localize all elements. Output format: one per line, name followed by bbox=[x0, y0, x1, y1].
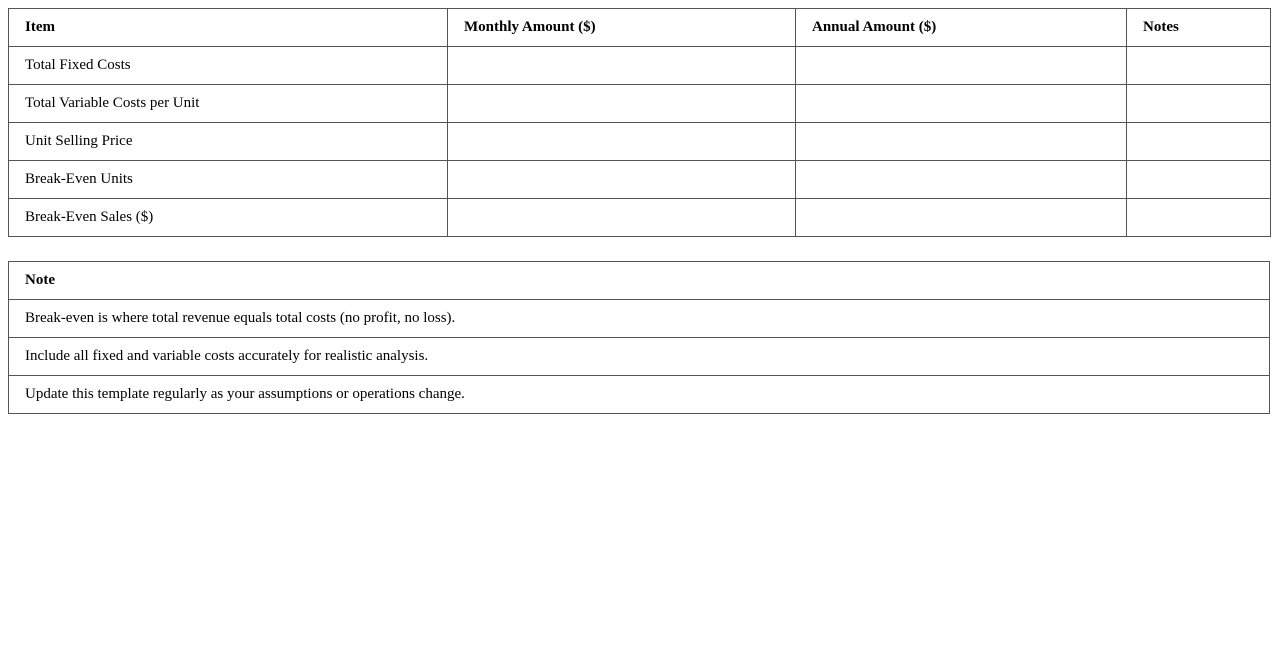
annual-amount-cell[interactable] bbox=[796, 85, 1127, 123]
notes-cell[interactable] bbox=[1127, 123, 1271, 161]
note-row bbox=[9, 338, 1270, 376]
table-row bbox=[9, 47, 1271, 85]
note-text: Update this template regularly as your assumptions or operations change. bbox=[9, 376, 1270, 414]
item-cell: Total Variable Costs per Unit bbox=[9, 85, 448, 123]
break-even-table bbox=[8, 8, 1271, 237]
item-cell: Unit Selling Price bbox=[9, 123, 448, 161]
annual-amount-cell[interactable] bbox=[796, 161, 1127, 199]
notes-cell[interactable] bbox=[1127, 47, 1271, 85]
note-header: Note bbox=[9, 262, 1270, 300]
table-row bbox=[9, 199, 1271, 237]
monthly-amount-cell[interactable] bbox=[448, 85, 796, 123]
monthly-amount-cell[interactable] bbox=[448, 199, 796, 237]
document-body bbox=[8, 8, 1270, 414]
note-text: Break-even is where total revenue equals total costs (no profit, no loss). bbox=[9, 300, 1270, 338]
notes-cell[interactable] bbox=[1127, 161, 1271, 199]
notes-cell[interactable] bbox=[1127, 199, 1271, 237]
monthly-amount-cell[interactable] bbox=[448, 123, 796, 161]
item-cell: Break-Even Sales ($) bbox=[9, 199, 448, 237]
annual-amount-cell[interactable] bbox=[796, 47, 1127, 85]
item-cell: Total Fixed Costs bbox=[9, 47, 448, 85]
monthly-amount-cell[interactable] bbox=[448, 161, 796, 199]
table-header-row bbox=[9, 9, 1271, 47]
table-row bbox=[9, 123, 1271, 161]
note-row bbox=[9, 376, 1270, 414]
table-row bbox=[9, 85, 1271, 123]
notes-cell[interactable] bbox=[1127, 85, 1271, 123]
column-header-item: Item bbox=[9, 9, 448, 47]
column-header-annual-amount: Annual Amount ($) bbox=[796, 9, 1127, 47]
table-row bbox=[9, 161, 1271, 199]
annual-amount-cell[interactable] bbox=[796, 123, 1127, 161]
monthly-amount-cell[interactable] bbox=[448, 47, 796, 85]
annual-amount-cell[interactable] bbox=[796, 199, 1127, 237]
note-row bbox=[9, 300, 1270, 338]
item-cell: Break-Even Units bbox=[9, 161, 448, 199]
note-table bbox=[8, 261, 1270, 414]
column-header-monthly-amount: Monthly Amount ($) bbox=[448, 9, 796, 47]
note-text: Include all fixed and variable costs accurately for realistic analysis. bbox=[9, 338, 1270, 376]
note-header-row bbox=[9, 262, 1270, 300]
column-header-notes: Notes bbox=[1127, 9, 1271, 47]
